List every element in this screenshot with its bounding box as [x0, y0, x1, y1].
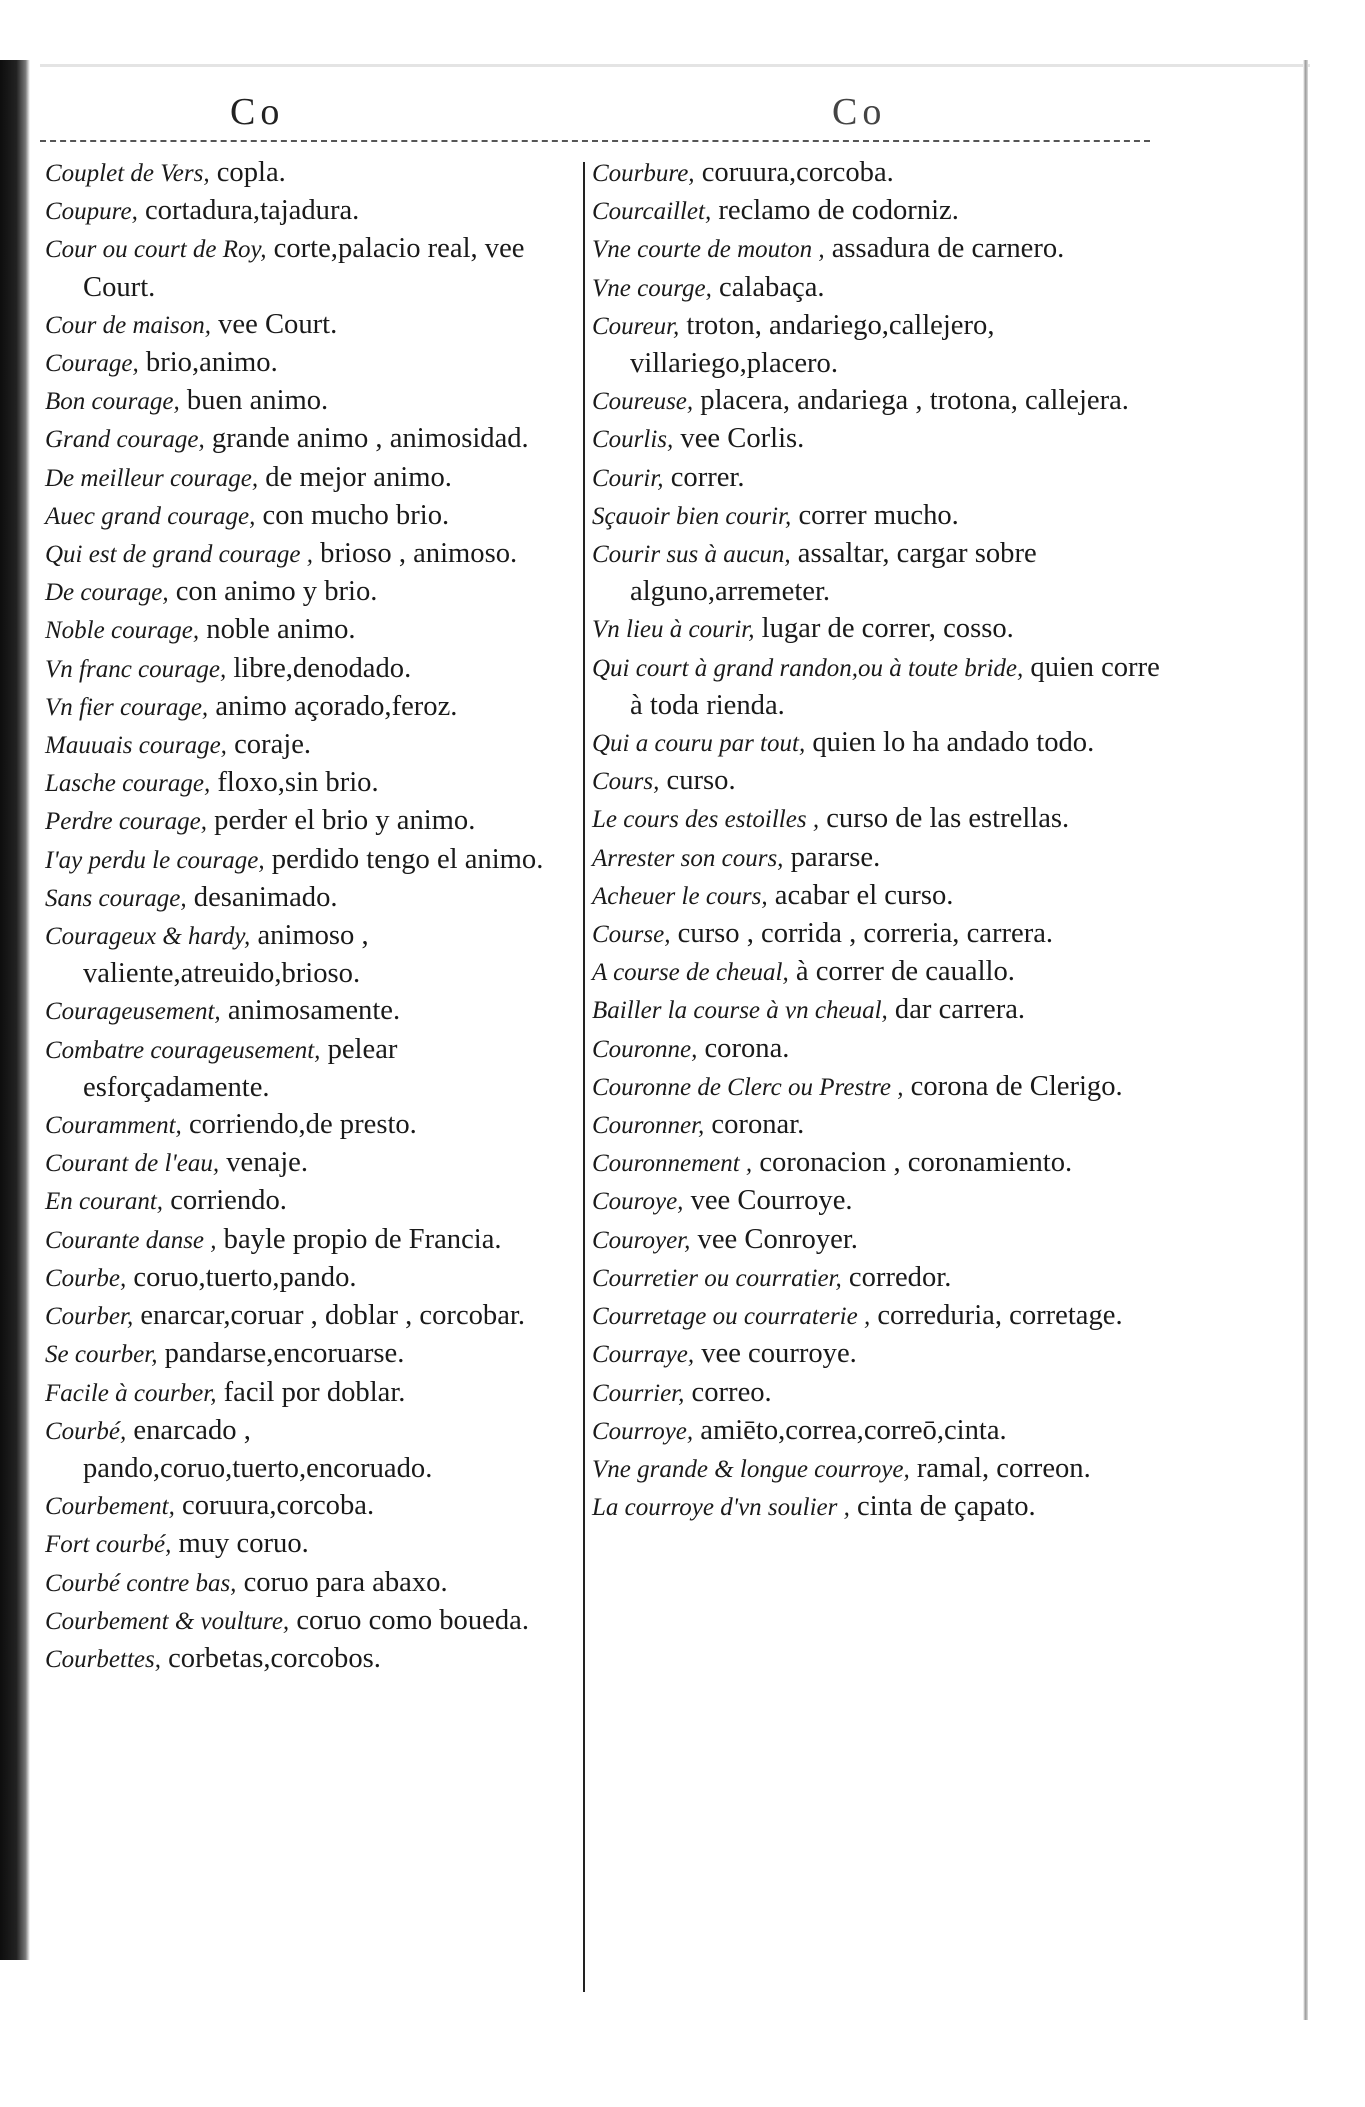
entry-definition: perdido tengo el animo.	[264, 843, 544, 875]
entry-definition: cortadura,tajadura.	[137, 195, 360, 227]
dictionary-entry	[592, 724, 1162, 762]
entry-headword: Courretier ou courratier,	[592, 1264, 842, 1292]
entry-definition: pelear esforçadamente.	[83, 1033, 398, 1103]
entry-headword: Courbé contre bas,	[45, 1569, 237, 1597]
entry-definition: buen animo.	[179, 385, 329, 417]
dictionary-entry	[592, 1374, 1162, 1412]
entry-definition: copla.	[209, 157, 286, 188]
entry-definition: vee Courroye.	[683, 1185, 853, 1217]
running-head-left: Co	[230, 91, 285, 133]
entry-headword: Courbe,	[45, 1264, 127, 1292]
entry-definition: coronar.	[704, 1109, 805, 1141]
entry-headword: Courir,	[592, 464, 664, 492]
dictionary-entry	[592, 1106, 1162, 1144]
dictionary-entry	[45, 879, 575, 917]
entry-definition: cinta de çapato.	[849, 1491, 1036, 1523]
entry-definition: vee Court.	[210, 308, 338, 340]
dictionary-entry	[592, 762, 1162, 800]
entry-definition: pandarse,encoruarse.	[157, 1338, 405, 1370]
entry-headword: Qui est de grand courage ,	[45, 541, 314, 569]
entry-headword: Cour ou court de Roy,	[45, 236, 267, 264]
entry-headword: Courbement & voulture,	[45, 1607, 290, 1635]
entry-definition: corriendo,de presto.	[181, 1109, 417, 1141]
right-column	[592, 154, 1162, 1526]
entry-headword: Le cours des estoilles ,	[592, 806, 820, 834]
entry-headword: Couronne,	[592, 1035, 698, 1063]
entry-definition: muy coruo.	[171, 1528, 309, 1560]
dictionary-entry	[592, 1488, 1162, 1526]
book-gutter	[0, 60, 30, 1960]
entry-definition: brioso , animoso.	[313, 538, 518, 570]
entry-definition: correduria, corretage.	[870, 1300, 1123, 1332]
entry-definition: corredor.	[841, 1261, 952, 1293]
dictionary-entry	[592, 535, 1162, 610]
entry-definition: pararse.	[783, 841, 881, 873]
entry-headword: Couramment,	[45, 1112, 182, 1140]
dictionary-entry	[45, 1106, 575, 1144]
dictionary-entry	[45, 459, 575, 497]
entry-headword: Perdre courage,	[45, 808, 207, 836]
dictionary-entry	[45, 420, 575, 458]
dictionary-entry	[45, 992, 575, 1030]
left-column	[45, 154, 575, 1678]
entry-definition: corbetas,corcobos.	[160, 1642, 381, 1674]
entry-headword: Courber,	[45, 1303, 134, 1331]
dictionary-entry	[45, 1487, 575, 1525]
entry-headword: Mauuais courage,	[45, 732, 227, 760]
entry-definition: coruura,corcoba.	[694, 157, 894, 188]
dictionary-entry	[592, 915, 1162, 953]
dictionary-entry	[592, 307, 1162, 382]
entry-definition: amiēto,correa,correō,cinta.	[693, 1414, 1007, 1446]
entry-headword: Coureur,	[592, 312, 680, 340]
entry-definition: vee Conroyer.	[690, 1223, 858, 1255]
dictionary-entry	[45, 344, 575, 382]
entry-definition: correr mucho.	[791, 499, 959, 531]
entry-definition: quien corre à toda rienda.	[630, 651, 1160, 721]
page-top-edge	[40, 64, 1310, 67]
dictionary-entry	[592, 154, 1162, 192]
entry-definition: corona.	[697, 1032, 790, 1064]
dictionary-entry	[45, 802, 575, 840]
entry-headword: Couronne de Clerc ou Prestre ,	[592, 1073, 904, 1101]
dictionary-entry	[592, 1144, 1162, 1182]
entry-definition: vee Corlis.	[673, 423, 805, 455]
entry-headword: Cours,	[592, 768, 660, 796]
entry-headword: Courbure,	[592, 160, 695, 187]
dictionary-entry	[592, 991, 1162, 1029]
entry-headword: A course de cheual,	[592, 959, 789, 987]
entry-headword: Coureuse,	[592, 388, 694, 416]
entry-headword: Sçauoir bien courir,	[592, 502, 792, 530]
entry-headword: Noble courage,	[45, 617, 200, 645]
entry-definition: enarcar,coruar , doblar , corcobar.	[133, 1300, 526, 1332]
entry-headword: Qui a couru par tout,	[592, 730, 806, 758]
entry-definition: corona de Clerigo.	[903, 1070, 1123, 1102]
entry-headword: Courcaillet,	[592, 198, 712, 226]
entry-definition: placera, andariega , trotona, callejera.	[693, 385, 1129, 417]
dictionary-entry	[45, 1144, 575, 1182]
dictionary-entry	[45, 497, 575, 535]
entry-headword: Vn fier courage,	[45, 693, 209, 721]
entry-definition: quien lo ha andado todo.	[805, 727, 1095, 759]
entry-definition: dar carrera.	[887, 994, 1026, 1026]
dictionary-entry	[45, 306, 575, 344]
entry-definition: troton, andariego,callejero, villariego,placero.	[630, 309, 995, 380]
dictionary-entry	[45, 650, 575, 688]
entry-headword: Courrier,	[592, 1379, 685, 1407]
dictionary-entry	[592, 1030, 1162, 1068]
entry-headword: Couroyer,	[592, 1226, 691, 1254]
entry-headword: Coupure,	[45, 198, 138, 226]
entry-definition: floxo,sin brio.	[210, 767, 379, 799]
entry-definition: animo açorado,feroz.	[208, 690, 458, 722]
dictionary-entry	[45, 1335, 575, 1373]
dictionary-entry	[45, 1031, 575, 1106]
entry-headword: Courageux & hardy,	[45, 923, 251, 951]
entry-headword: Arrester son cours,	[592, 844, 784, 872]
entry-headword: Courretage ou courraterie ,	[592, 1303, 871, 1331]
dictionary-entry	[45, 535, 575, 573]
entry-headword: Courbettes,	[45, 1645, 161, 1673]
entry-definition: corte,palacio real, vee Court.	[83, 233, 525, 303]
entry-headword: Courbé,	[45, 1417, 127, 1445]
entry-definition: calabaça.	[711, 271, 825, 303]
entry-headword: Lasche courage,	[45, 770, 211, 798]
dictionary-entry	[592, 269, 1162, 307]
dictionary-entry	[45, 1221, 575, 1259]
entry-headword: Vne courte de mouton ,	[592, 236, 825, 264]
entry-definition: lugar de correr, cosso.	[754, 613, 1014, 645]
entry-definition: acabar el curso.	[767, 879, 954, 911]
dictionary-entry	[592, 1335, 1162, 1373]
dictionary-entry	[592, 649, 1162, 724]
entry-headword: Se courber,	[45, 1341, 158, 1369]
entry-definition: assadura de carnero.	[824, 233, 1065, 265]
entry-headword: Facile à courber,	[45, 1379, 217, 1407]
entry-headword: Vne grande & longue courroye,	[592, 1455, 910, 1483]
entry-definition: brio,animo.	[138, 347, 278, 379]
dictionary-entry	[592, 1450, 1162, 1488]
entry-definition: con animo y brio.	[168, 576, 378, 608]
entry-definition: facil por doblar.	[216, 1376, 406, 1408]
dictionary-entry	[592, 192, 1162, 230]
entry-headword: I'ay perdu le courage,	[45, 846, 265, 874]
entry-definition: noble animo.	[199, 614, 356, 646]
entry-headword: La courroye d'vn soulier ,	[592, 1494, 850, 1522]
entry-headword: De courage,	[45, 579, 169, 607]
entry-headword: Grand courage,	[45, 426, 205, 454]
dictionary-entry	[45, 1374, 575, 1412]
dictionary-entry	[45, 1525, 575, 1563]
entry-definition: libre,denodado.	[226, 652, 412, 684]
entry-headword: En courant,	[45, 1188, 164, 1216]
dictionary-entry	[45, 841, 575, 879]
dictionary-entry	[45, 573, 575, 611]
entry-definition: enarcado , pando,coruo,tuerto,encoruado.	[83, 1414, 433, 1484]
entry-headword: Bon courage,	[45, 388, 180, 416]
entry-headword: Courante danse ,	[45, 1226, 217, 1254]
dictionary-entry	[592, 420, 1162, 458]
entry-headword: Combatre courageusement,	[45, 1036, 321, 1064]
entry-headword: Couplet de Vers,	[45, 160, 210, 187]
dictionary-entry	[592, 497, 1162, 535]
entry-definition: reclamo de codorniz.	[711, 195, 959, 227]
entry-definition: perder el brio y animo.	[207, 805, 476, 837]
dictionary-entry	[45, 688, 575, 726]
dictionary-entry	[592, 1297, 1162, 1335]
dictionary-entry	[45, 1182, 575, 1220]
entry-headword: Courraye,	[592, 1341, 695, 1369]
entry-headword: Courlis,	[592, 426, 674, 454]
dictionary-entry	[592, 1412, 1162, 1450]
entry-headword: Courbement,	[45, 1493, 175, 1521]
entry-headword: Couronner,	[592, 1112, 705, 1140]
entry-definition: à correr de cauallo.	[788, 956, 1015, 988]
running-head-right: Co	[832, 91, 887, 133]
entry-definition: corriendo.	[163, 1185, 287, 1217]
entry-headword: Bailler la course à vn cheual,	[592, 997, 888, 1025]
dictionary-entry	[45, 726, 575, 764]
entry-definition: correr.	[663, 461, 745, 493]
dictionary-entry	[45, 1602, 575, 1640]
entry-headword: Vne courge,	[592, 274, 712, 302]
entry-headword: Courant de l'eau,	[45, 1150, 220, 1178]
dictionary-entry	[592, 877, 1162, 915]
entry-definition: ramal, correon.	[909, 1452, 1091, 1484]
entry-definition: venaje.	[219, 1147, 309, 1179]
dictionary-entry	[45, 192, 575, 230]
dictionary-entry	[592, 1182, 1162, 1220]
dictionary-entry	[45, 230, 575, 305]
dictionary-entry	[592, 610, 1162, 648]
dictionary-entry	[45, 1564, 575, 1602]
entry-headword: Courageusement,	[45, 998, 221, 1026]
entry-definition: bayle propio de Francia.	[216, 1223, 502, 1255]
entry-headword: Courir sus à aucun,	[592, 541, 791, 569]
dictionary-entry	[45, 1412, 575, 1487]
entry-headword: Sans courage,	[45, 884, 187, 912]
entry-definition: coruura,corcoba.	[174, 1490, 375, 1522]
entry-definition: coraje.	[226, 729, 312, 761]
dictionary-entry	[592, 1221, 1162, 1259]
dictionary-entry	[45, 1640, 575, 1678]
entry-definition: vee courroye.	[694, 1338, 857, 1370]
column-divider	[583, 162, 585, 1992]
entry-definition: grande animo , animosidad.	[204, 423, 529, 455]
dictionary-entry	[45, 1297, 575, 1335]
dictionary-entry	[592, 953, 1162, 991]
entry-headword: Vn franc courage,	[45, 655, 227, 683]
entry-definition: coruo como boueda.	[289, 1604, 529, 1636]
entry-definition: desanimado.	[186, 881, 338, 913]
dictionary-entry	[592, 382, 1162, 420]
entry-definition: animoso , valiente,atreuido,brioso.	[83, 920, 369, 990]
entry-headword: Courage,	[45, 350, 139, 378]
dictionary-entry	[592, 839, 1162, 877]
entry-definition: coruo,tuerto,pando.	[126, 1261, 357, 1293]
entry-definition: curso.	[659, 765, 736, 797]
dictionary-entry	[592, 1068, 1162, 1106]
entry-headword: Cour de maison,	[45, 311, 211, 339]
dictionary-entry	[45, 1259, 575, 1297]
entry-definition: curso , corrida , correria, carrera.	[670, 918, 1054, 950]
entry-definition: coronacion , coronamiento.	[752, 1147, 1073, 1179]
header-rule	[40, 140, 1150, 142]
dictionary-entry	[592, 800, 1162, 838]
entry-definition: con mucho brio.	[255, 499, 450, 531]
entry-definition: animosamente.	[220, 995, 401, 1027]
entry-definition: assaltar, cargar sobre alguno,arremeter.	[630, 538, 1037, 608]
entry-headword: Auec grand courage,	[45, 502, 256, 530]
dictionary-entry	[592, 459, 1162, 497]
entry-headword: Acheuer le cours,	[592, 882, 768, 910]
dictionary-entry	[592, 1259, 1162, 1297]
entry-headword: De meilleur courage,	[45, 464, 259, 492]
entry-headword: Fort courbé,	[45, 1531, 172, 1559]
entry-headword: Courroye,	[592, 1417, 694, 1445]
page-right-edge	[1303, 60, 1308, 2020]
entry-definition: correo.	[684, 1376, 772, 1408]
entry-headword: Couroye,	[592, 1188, 684, 1216]
entry-headword: Couronnement ,	[592, 1150, 753, 1178]
entry-definition: curso de las estrellas.	[819, 803, 1070, 835]
entry-headword: Vn lieu à courir,	[592, 616, 755, 644]
dictionary-entry	[45, 154, 575, 192]
dictionary-entry	[592, 230, 1162, 268]
entry-definition: coruo para abaxo.	[236, 1566, 448, 1598]
dictionary-entry	[45, 382, 575, 420]
dictionary-page	[40, 82, 1300, 1982]
entry-headword: Course,	[592, 921, 671, 949]
dictionary-entry	[45, 917, 575, 992]
entry-definition: de mejor animo.	[258, 461, 452, 493]
dictionary-entry	[45, 764, 575, 802]
dictionary-entry	[45, 611, 575, 649]
entry-headword: Qui court à grand randon,ou à toute bride,	[592, 654, 1024, 682]
